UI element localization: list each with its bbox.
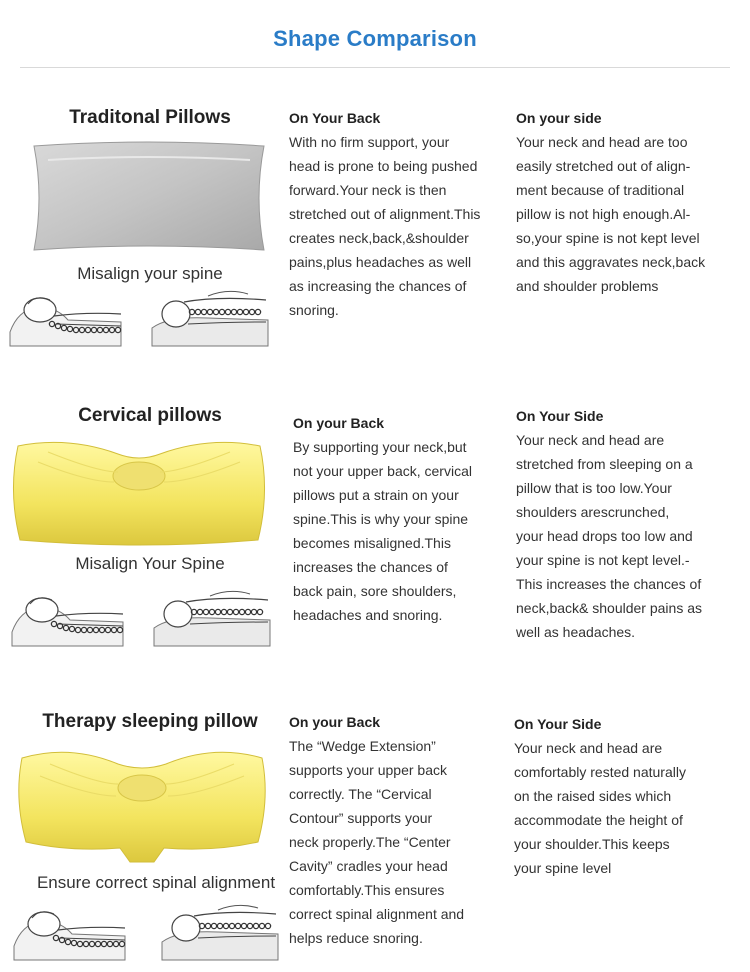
text-line: neck,back& shoulder pains as bbox=[516, 600, 702, 616]
therapy-back-sleeper-illustration bbox=[10, 902, 130, 962]
text-line: creates neck,back,&shoulder bbox=[289, 230, 469, 246]
text-line: accommodate the height of bbox=[514, 812, 683, 828]
text-line: your head drops too low and bbox=[516, 528, 693, 544]
text-line: ment because of traditional bbox=[516, 182, 685, 198]
text-line: comfortably rested naturally bbox=[514, 764, 686, 780]
text-line: increases the chances of bbox=[293, 559, 448, 575]
text-line: back pain, sore shoulders, bbox=[293, 583, 457, 599]
traditional-back-text bbox=[289, 130, 480, 322]
text-line: neck properly.The “Center bbox=[289, 834, 451, 850]
text-line: your shoulder.This keeps bbox=[514, 836, 670, 852]
text-line: pillows put a strain on your bbox=[293, 487, 459, 503]
traditional-caption: Misalign your spine bbox=[77, 264, 223, 283]
text-line: supports your upper back bbox=[289, 762, 447, 778]
therapy-back-text bbox=[289, 734, 464, 950]
text-line: snoring. bbox=[289, 302, 339, 318]
therapy-side-sleeper-illustration bbox=[158, 902, 284, 962]
text-line: Your neck and head are too bbox=[516, 134, 688, 150]
text-line: Contour” supports your bbox=[289, 810, 433, 826]
cervical-side-sleeper-illustration bbox=[150, 588, 276, 648]
text-line: correct spinal alignment and bbox=[289, 906, 465, 922]
therapy-pillow-title: Therapy sleeping pillow bbox=[42, 711, 258, 732]
cervical-back-heading: On your Back bbox=[293, 415, 385, 431]
traditional-back-sleeper-illustration bbox=[6, 288, 126, 348]
therapy-side-heading: On Your Side bbox=[514, 716, 602, 732]
cervical-pillow-title: Cervical pillows bbox=[78, 405, 222, 426]
text-line: correctly. The “Cervical bbox=[289, 786, 432, 802]
text-line: and this aggravates neck,back bbox=[516, 254, 706, 270]
therapy-side-text bbox=[514, 736, 686, 880]
text-line: pillow that is too low.Your bbox=[516, 480, 672, 496]
traditional-pillow-image bbox=[28, 140, 270, 255]
text-line: With no firm support, your bbox=[289, 134, 450, 150]
traditional-pillow-title: Traditonal Pillows bbox=[69, 107, 231, 128]
text-line: pains,plus headaches as well bbox=[289, 254, 472, 270]
traditional-side-sleeper-illustration bbox=[148, 288, 274, 348]
cervical-side-heading: On Your Side bbox=[516, 408, 604, 424]
traditional-side-text bbox=[516, 130, 705, 298]
text-line: easily stretched out of align- bbox=[516, 158, 691, 174]
text-line: stretched from sleeping on a bbox=[516, 456, 693, 472]
text-line: and shoulder problems bbox=[516, 278, 659, 294]
text-line: not your upper back, cervical bbox=[293, 463, 472, 479]
text-line: shoulders arescrunched, bbox=[516, 504, 670, 520]
cervical-back-sleeper-illustration bbox=[8, 588, 128, 648]
text-line: becomes misaligned.This bbox=[293, 535, 451, 551]
text-line: so,your spine is not kept level bbox=[516, 230, 700, 246]
text-line: on the raised sides which bbox=[514, 788, 672, 804]
text-line: Cavity” cradles your head bbox=[289, 858, 448, 874]
text-line: The “Wedge Extension” bbox=[289, 738, 436, 754]
text-line: comfortably.This ensures bbox=[289, 882, 445, 898]
traditional-side-heading: On your side bbox=[516, 110, 602, 126]
text-line: spine.This is why your spine bbox=[293, 511, 469, 527]
text-line: headaches and snoring. bbox=[293, 607, 443, 623]
text-line: Your neck and head are bbox=[516, 432, 665, 448]
text-line: head is prone to being pushed bbox=[289, 158, 478, 174]
text-line: helps reduce snoring. bbox=[289, 930, 423, 946]
therapy-back-heading: On your Back bbox=[289, 714, 381, 730]
cervical-caption: Misalign Your Spine bbox=[75, 554, 225, 573]
text-line: well as headaches. bbox=[516, 624, 636, 640]
text-line: as increasing the chances of bbox=[289, 278, 467, 294]
cervical-pillow-image bbox=[8, 432, 270, 550]
therapy-pillow-image bbox=[14, 742, 270, 866]
therapy-caption: Ensure correct spinal alignment bbox=[36, 873, 276, 892]
title-divider bbox=[20, 67, 730, 68]
text-line: By supporting your neck,but bbox=[293, 439, 467, 455]
traditional-back-heading: On Your Back bbox=[289, 110, 381, 126]
text-line: stretched out of alignment.This bbox=[289, 206, 481, 222]
cervical-side-text bbox=[516, 428, 702, 644]
text-line: your spine level bbox=[514, 860, 612, 876]
text-line: forward.Your neck is then bbox=[289, 182, 447, 198]
text-line: Your neck and head are bbox=[514, 740, 663, 756]
text-line: pillow is not high enough.Al- bbox=[516, 206, 691, 222]
text-line: your spine is not kept level.- bbox=[516, 552, 690, 568]
cervical-back-text bbox=[293, 435, 472, 627]
page-title: Shape Comparison bbox=[273, 26, 477, 51]
text-line: This increases the chances of bbox=[516, 576, 702, 592]
